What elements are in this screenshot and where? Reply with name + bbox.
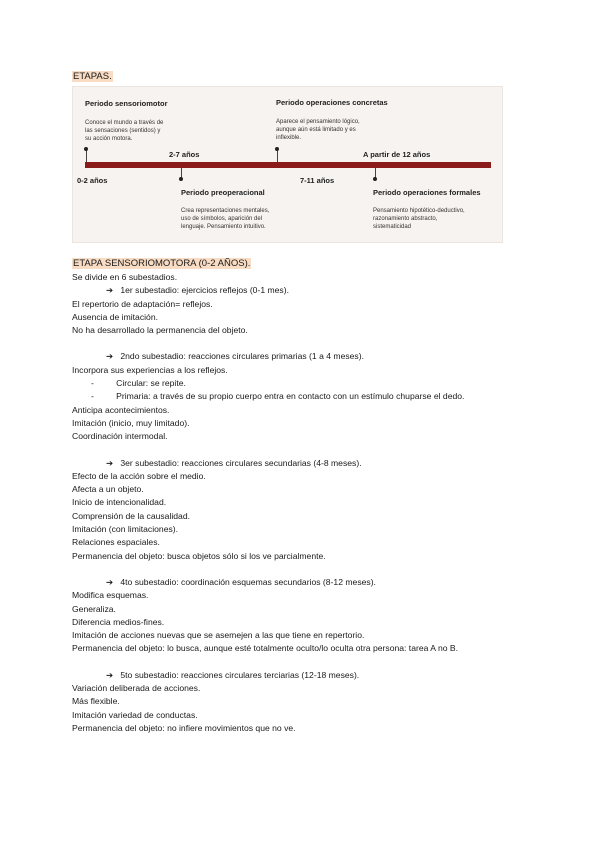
text-line: Permanencia del objeto: lo busca, aunque esté totalmente oculto/lo oculta otra persona: tarea A no B.: [72, 643, 459, 654]
text-line: Imitación variedad de conductas.: [72, 709, 198, 720]
age-label-12-plus: A partir de 12 años: [363, 150, 431, 159]
text-line: Afecta a un objeto.: [72, 484, 144, 495]
timeline-marker-dot: [179, 177, 183, 181]
age-label-0-2: 0-2 años: [77, 176, 108, 185]
bullet-item: - Circular: se repite.: [72, 377, 542, 390]
spacer: [72, 656, 542, 669]
substage-heading-5: ➔ 5to subestadio: reacciones circulares terciarias (12-18 meses).: [106, 669, 360, 680]
text-line: Más flexible.: [72, 696, 120, 707]
document-body: [72, 271, 542, 735]
stage-title-concretas: Periodo operaciones concretas: [276, 98, 388, 107]
stage-desc-concretas: Aparece el pensamiento lógico, aunque aún está limitado y es inflexible.: [276, 119, 360, 141]
text-line: Comprensión de la causalidad.: [72, 510, 190, 521]
arrow-right-icon: ➔: [106, 457, 114, 468]
substage-heading-2: ➔ 2ndo subestadio: reacciones circulares primarias (1 a 4 meses).: [106, 351, 364, 362]
text-line: Anticipa acontecimientos.: [72, 404, 170, 415]
substage-heading-3: ➔ 3er subestadio: reacciones circulares secundarias (4-8 meses).: [106, 457, 362, 468]
heading-sensoriomotora: ETAPA SENSORIOMOTORA (0-2 AÑOS).: [73, 258, 251, 269]
text-line: No ha desarrollado la permanencia del objeto.: [72, 325, 248, 336]
heading-etapas: ETAPAS.: [73, 71, 112, 82]
text-line: Ausencia de imitación.: [72, 311, 158, 322]
text-line: Incorpora sus experiencias a los reflejos.: [72, 364, 228, 375]
text-line: Imitación de acciones nuevas que se asemejen a las que tiene en repertorio.: [72, 630, 365, 641]
spacer: [72, 563, 542, 576]
substage-heading-4: ➔ 4to subestadio: coordinación esquemas secundarios (8-12 meses).: [106, 576, 376, 587]
text-line: Modifica esquemas.: [72, 590, 149, 601]
timeline-marker-dot: [275, 147, 279, 151]
text-line: Coordinación intermodal.: [72, 431, 168, 442]
text-line: Variación deliberada de acciones.: [72, 683, 201, 694]
text-line: Imitación (con limitaciones).: [72, 524, 179, 535]
arrow-right-icon: ➔: [106, 576, 114, 587]
arrow-right-icon: ➔: [106, 351, 114, 362]
stage-desc-preoperacional: Crea representaciones mentales, uso de símbolos, aparición del lenguaje. Pensamiento intuitivo.: [181, 208, 270, 230]
text-line: Diferencia medios-fines.: [72, 616, 165, 627]
stage-desc-sensoriomotor: Conoce el mundo a través de las sensaciones (sentidos) y su acción motora.: [85, 120, 164, 142]
text-line: Inicio de intencionalidad.: [72, 497, 167, 508]
arrow-right-icon: ➔: [106, 669, 114, 680]
age-label-2-7: 2-7 años: [169, 150, 200, 159]
age-label-7-11: 7-11 años: [300, 176, 335, 185]
stage-title-preoperacional: Periodo preoperacional: [181, 188, 265, 197]
text-line: Relaciones espaciales.: [72, 537, 160, 548]
dash-bullet: -: [91, 391, 94, 402]
arrow-right-icon: ➔: [106, 285, 114, 296]
stage-title-sensoriomotor: Periodo sensoriomotor: [85, 99, 168, 108]
timeline-marker-dot: [84, 147, 88, 151]
text-line: El repertorio de adaptación= reflejos.: [72, 298, 213, 309]
text-line: Se divide en 6 subestadios.: [72, 272, 178, 282]
stage-desc-formales: Pensamiento hipotético-deductivo, razonamiento abstracto, sistematicidad: [373, 208, 465, 230]
spacer: [72, 444, 542, 457]
text-line: Permanencia del objeto: no infiere movimientos que no ve.: [72, 722, 296, 733]
text-line: Generaliza.: [72, 603, 116, 614]
stage-title-formales: Periodo operaciones formales: [373, 188, 481, 197]
text-line: Imitación (inicio, muy limitado).: [72, 417, 190, 428]
dash-bullet: -: [91, 378, 94, 389]
spacer: [72, 337, 542, 350]
text-line: Permanencia del objeto: busca objetos sólo si los ve parcialmente.: [72, 550, 326, 561]
stages-timeline-figure: [72, 86, 503, 243]
substage-heading-1: ➔ 1er subestadio: ejercicios reflejos (0-1 mes).: [106, 285, 289, 296]
bullet-item: - Primaria: a través de su propio cuerpo entra en contacto con un estímulo chuparse el dedo.: [72, 390, 542, 403]
text-line: Efecto de la acción sobre el medio.: [72, 470, 206, 481]
timeline-marker-dot: [373, 177, 377, 181]
timeline-bar: [85, 162, 491, 168]
